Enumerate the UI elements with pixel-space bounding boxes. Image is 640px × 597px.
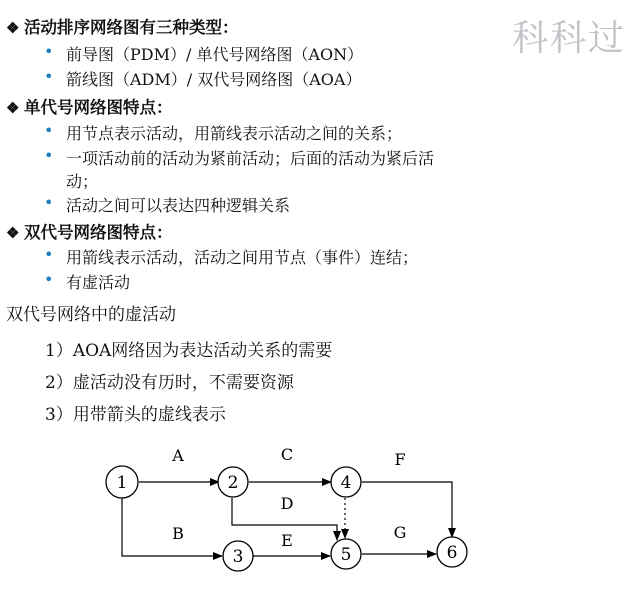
section-heading-text: 双代号网络图特点：	[24, 223, 173, 242]
bullet-dot-icon: •	[44, 146, 54, 165]
dummy-activity-title: 双代号网络中的虚活动	[6, 305, 176, 325]
list-item-text: 动；	[66, 172, 99, 191]
list-item-text: 用箭线表示活动，活动之间用节点（事件）连结；	[66, 248, 419, 267]
diamond-bullet-icon: ❖	[6, 99, 20, 117]
activity-label-A: A	[172, 446, 184, 465]
node-label: 6	[446, 543, 458, 563]
section-heading-text: 单代号网络图特点：	[24, 98, 173, 117]
list-item-text: 一项活动前的活动为紧前活动；后面的活动为紧后活	[66, 149, 435, 168]
bullet-dot-icon: •	[44, 193, 54, 212]
activity-label-B: B	[172, 524, 184, 543]
node-2	[218, 467, 248, 497]
activity-label-E: E	[281, 531, 293, 550]
bullet-dot-icon: •	[44, 42, 54, 61]
diamond-bullet-icon: ❖	[6, 19, 20, 37]
node-3	[223, 541, 253, 571]
watermark: 科科过	[511, 18, 626, 59]
activity-label-C: C	[280, 445, 294, 464]
edge-F	[362, 482, 452, 537]
node-label: 1	[116, 473, 128, 493]
aoa-network-diagram	[0, 430, 640, 597]
bullet-dot-icon: •	[44, 67, 54, 86]
node-label: 3	[232, 547, 244, 567]
node-6	[437, 537, 467, 567]
bullet-dot-icon: •	[44, 245, 54, 264]
numbered-item: 1）AOA网络因为表达活动关系的需要	[45, 341, 333, 361]
bullet-dot-icon: •	[44, 121, 54, 140]
list-item-text: 有虚活动	[66, 273, 131, 292]
activity-label-F: F	[394, 450, 406, 469]
node-label: 2	[227, 473, 239, 493]
node-label: 4	[340, 473, 352, 493]
numbered-item: 2）虚活动没有历时，不需要资源	[45, 373, 294, 393]
section-heading-types	[6, 14, 239, 38]
activity-label-G: G	[393, 523, 407, 542]
bullet-dot-icon: •	[44, 270, 54, 289]
node-label: 5	[340, 545, 352, 565]
section-heading-aoa	[6, 219, 173, 243]
node-5	[331, 539, 361, 569]
list-item-text: 活动之间可以表达四种逻辑关系	[66, 196, 291, 215]
list-item-text: 前导图（PDM）/ 单代号网络图（AON）	[66, 45, 364, 64]
diamond-bullet-icon: ❖	[6, 224, 20, 242]
activity-label-D: D	[280, 494, 294, 513]
list-item-text: 箭线图（ADM）/ 双代号网络图（AOA）	[66, 70, 362, 89]
node-4	[331, 467, 361, 497]
list-item-text: 用节点表示活动，用箭线表示活动之间的关系；	[66, 124, 403, 143]
node-1	[106, 466, 138, 498]
section-heading-text: 活动排序网络图有三种类型：	[24, 18, 239, 37]
section-heading-aon	[6, 94, 173, 118]
numbered-item: 3）用带箭头的虚线表示	[45, 405, 226, 425]
